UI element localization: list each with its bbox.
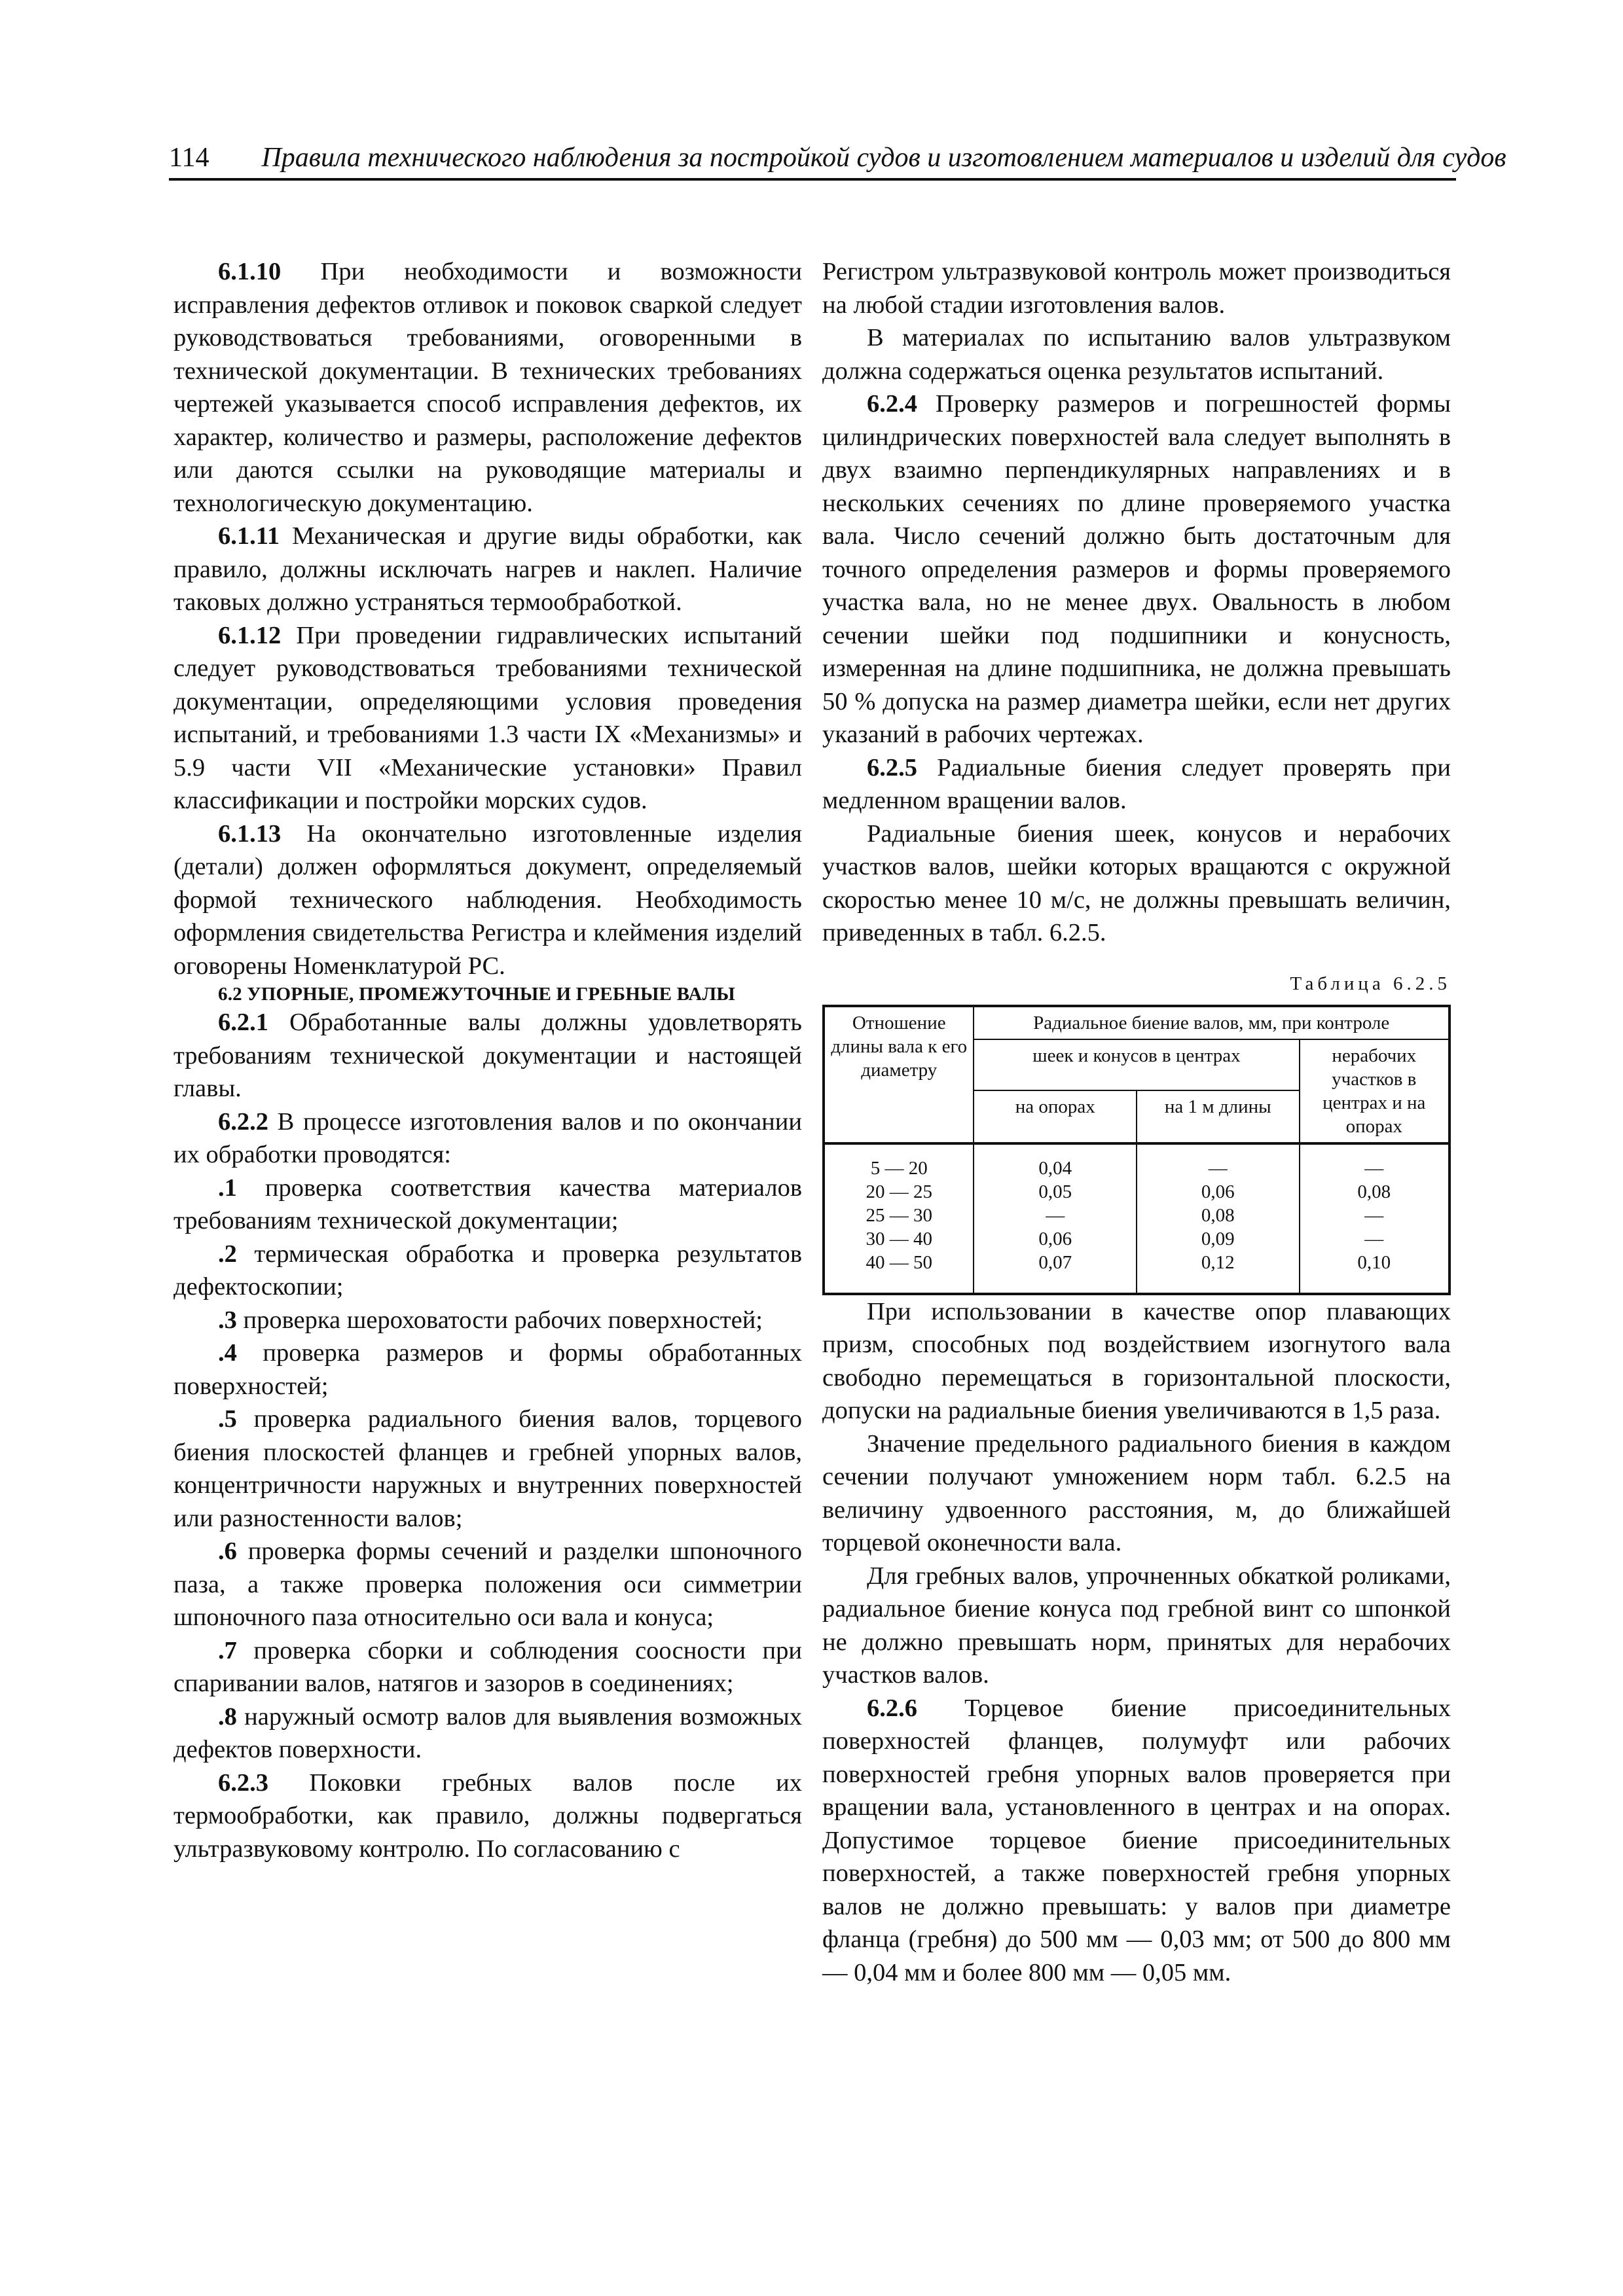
table-cell: 0,04	[974, 1143, 1137, 1180]
table-cell: 40 — 50	[824, 1251, 974, 1294]
item-text: проверка радиального биения валов, торцевого биения плоскостей фланцев и гребней упорных валов, концентричности наружных и внутренних поверхностей или разностенности валов;	[173, 1405, 802, 1532]
clause-number: 6.2.5	[867, 753, 917, 781]
clause-number: 6.1.13	[218, 819, 282, 848]
table-cell: 30 — 40	[824, 1227, 974, 1251]
item-text: термическая обработка и проверка результатов дефектоскопии;	[173, 1240, 802, 1300]
table-cell: 0,08	[1300, 1180, 1450, 1204]
clause-number: 6.2.6	[867, 1694, 917, 1722]
paragraph-text: Поковки гребных валов после их термообработки, как правило, должны подвергаться ультразвуковому контролю. По согласованию с	[173, 1768, 802, 1863]
paragraph-text: Проверку размеров и погрешностей формы цилиндрических поверхностей вала следует выполнять в двух взаимно перпендикулярных направлениях и в нескольких сечениях по длине проверяемого участка вала. Число сечений должно быть достаточным для точного определения размеров и формы проверяемого участка вала, но не менее двух. Овальность в любом сечении шейки под подшипники и конусность, измеренная на длине подшипника, не должна превышать 50 % допуска на размер диаметра шейки, если нет других указаний в рабочих чертежах.	[822, 390, 1451, 748]
header-length-ratio: Отношение длины вала к его диаметру	[824, 1006, 974, 1143]
paragraph-text: При проведении гидравлических испытаний следует руководствоваться требованиями технической документации, определяющими условия проведения испытаний, и требованиями 1.3 части IX «Механизмы» и 5.9 части VII «Механические установки» Правил классификации и постройки морских судов.	[173, 621, 802, 814]
paragraph-6-2-6	[822, 1692, 1451, 1990]
item-text: проверка соответствия качества материалов требованиям технической документации;	[173, 1174, 802, 1234]
item-number: .6	[218, 1537, 237, 1565]
table-row	[824, 1180, 1450, 1204]
header-rule	[169, 178, 1456, 181]
item-number: .4	[218, 1339, 237, 1367]
paragraph-6-1-12	[173, 619, 802, 817]
paragraph-text: На окончательно изготовленные изделия (детали) должен оформляться документ, определяемый формой технического наблюдения. Необходимость оформления свидетельства Регистра и клеймения изделий оговорены Номенклатурой РС.	[173, 819, 802, 980]
paragraph-text: Торцевое биение присоединительных поверхностей фланцев, полумуфт или рабочих поверхностей гребня упорных валов проверяется при вращении вала, установленного в центрах и на опорах. Допустимое торцевое биение присоединительных поверхностей, а также поверхностей гребня упорных валов не должно превышать: у валов при диаметре фланца (гребня) до 500 мм — 0,03 мм; от 500 до 800 мм — 0,04 мм и более 800 мм — 0,05 мм.	[822, 1694, 1451, 1986]
item-number: .7	[218, 1636, 237, 1664]
right-column	[822, 255, 1451, 1989]
table-cell: 5 — 20	[824, 1143, 974, 1180]
header-per-meter: на 1 м длины	[1137, 1090, 1300, 1143]
clause-number: 6.2.2	[218, 1107, 268, 1136]
paragraph-6-2-2	[173, 1105, 802, 1172]
table-cell: —	[1300, 1227, 1450, 1251]
table-cell: 0,08	[1137, 1204, 1300, 1227]
paragraph-runout-limits: Радиальные биения шеек, конусов и нерабочих участков валов, шейки которых вращаются с окружной скоростью менее 10 м/с, не должны превышать величин, приведенных в табл. 6.2.5.	[822, 819, 1451, 946]
list-item-8	[173, 1700, 802, 1767]
paragraph-6-1-11	[173, 520, 802, 619]
paragraph-6-1-13	[173, 817, 802, 983]
table-row	[824, 1204, 1450, 1227]
paragraph-6-2-1	[173, 1006, 802, 1105]
table-cell: 0,05	[974, 1180, 1137, 1204]
list-item-1	[173, 1172, 802, 1238]
table-cell: 20 — 25	[824, 1180, 974, 1204]
table-cell: 0,12	[1137, 1251, 1300, 1294]
list-item-2	[173, 1238, 802, 1304]
page-header	[169, 143, 1506, 173]
list-item-6	[173, 1535, 802, 1634]
paragraph-continuation: Регистром ультразвуковой контроль может производиться на любой стадии изготовления валов.	[822, 258, 1451, 319]
clause-number: 6.2.3	[218, 1768, 268, 1797]
paragraph-propeller-shafts: Для гребных валов, упрочненных обкаткой роликами, радиальное биение конуса под гребной винт со шпонкой не должно превышать норм, принятых для нерабочих участков валов.	[822, 1562, 1451, 1689]
left-column	[173, 255, 802, 1865]
section-title: 6.2 УПОРНЫЕ, ПРОМЕЖУТОЧНЫЕ И ГРЕБНЫЕ ВАЛЫ	[218, 984, 735, 1005]
item-text: проверка сборки и соблюдения соосности при спаривании валов, натягов и зазоров в соединениях;	[173, 1636, 802, 1697]
table-cell: 25 — 30	[824, 1204, 974, 1227]
table-cell: —	[1300, 1204, 1450, 1227]
list-item-7	[173, 1634, 802, 1700]
item-text: проверка размеров и формы обработанных поверхностей;	[173, 1339, 802, 1400]
clause-number: 6.2.4	[867, 390, 917, 418]
paragraph-6-2-3	[173, 1767, 802, 1866]
item-number: .3	[218, 1306, 237, 1334]
header-journals-cones: шеек и конусов в центрах	[974, 1039, 1299, 1091]
table-cell: 0,10	[1300, 1251, 1450, 1294]
paragraph-floating-prisms: При использовании в качестве опор плавающих призм, способных под воздействием изогнутого вала свободно перемещаться в горизонтальной плоскости, допуски на радиальные биения увеличиваются в 1,5 раза.	[822, 1297, 1451, 1424]
table-cell: 0,06	[974, 1227, 1137, 1251]
paragraph-text: Механическая и другие виды обработки, как правило, должны исключать нагрев и наклеп. Наличие таковых должно устраняться термообработкой.	[173, 522, 802, 616]
table-row	[824, 1227, 1450, 1251]
table-row	[824, 1143, 1450, 1180]
paragraph-text: Радиальные биения следует проверять при медленном вращении валов.	[822, 753, 1451, 814]
table-cell: 0,06	[1137, 1180, 1300, 1204]
item-number: .2	[218, 1240, 237, 1268]
item-number: .1	[218, 1174, 237, 1202]
table-caption: Таблица 6.2.5	[1290, 973, 1451, 994]
paragraph-6-1-10	[173, 255, 802, 520]
header-on-supports: на опорах	[974, 1090, 1137, 1143]
table-cell: —	[974, 1204, 1137, 1227]
paragraph-limit-runout: Значение предельного радиального биения в каждом сечении получают умножением норм табл. 6.2.5 на величину удвоенного расстояния, м, до ближайшей торцевой оконечности вала.	[822, 1429, 1451, 1556]
item-text: проверка шероховатости рабочих поверхностей;	[236, 1306, 763, 1334]
list-item-5	[173, 1403, 802, 1535]
paragraph-6-2-5	[822, 751, 1451, 817]
list-item-4	[173, 1336, 802, 1403]
runout-table	[822, 1005, 1451, 1295]
paragraph-text: В процессе изготовления валов и по окончании их обработки проводятся:	[173, 1107, 802, 1168]
item-number: .8	[218, 1702, 237, 1731]
table-cell: 0,07	[974, 1251, 1137, 1294]
clause-number: 6.1.12	[218, 621, 282, 649]
paragraph-ultrasound-results: В материалах по испытанию валов ультразвуком должна содержаться оценка результатов испытаний.	[822, 324, 1451, 385]
clause-number: 6.1.10	[218, 258, 282, 285]
paragraph-text: При необходимости и возможности исправления дефектов отливок и поковок сваркой следует руководствоваться требованиями, оговоренными в технической документации. В технических требованиях чертежей указывается способ исправления дефектов, их характер, количество и размеры, расположение дефектов или даются ссылки на руководящие материалы и технологическую документацию.	[173, 258, 802, 517]
table-cell: —	[1137, 1143, 1300, 1180]
table-row	[824, 1251, 1450, 1294]
item-number: .5	[218, 1405, 237, 1433]
clause-number: 6.1.11	[218, 522, 280, 550]
list-item-3	[173, 1304, 802, 1337]
page-number: 114	[169, 143, 210, 173]
header-nonworking-sections: нерабочих участков в центрах и на опорах	[1300, 1039, 1450, 1143]
paragraph-text: Обработанные валы должны удовлетворять требованиям технической документации и настоящей главы.	[173, 1009, 802, 1102]
item-text: наружный осмотр валов для выявления возможных дефектов поверхности.	[173, 1702, 802, 1763]
running-title: Правила технического наблюдения за постройкой судов и изготовлением материалов и изделий для судов	[261, 143, 1506, 173]
table-cell: 0,09	[1137, 1227, 1300, 1251]
paragraph-6-2-4	[822, 387, 1451, 751]
item-text: проверка формы сечений и разделки шпоночного паза, а также проверка положения оси симметрии шпоночного паза относительно оси вала и конуса;	[173, 1537, 802, 1631]
header-radial-runout: Радиальное биение валов, мм, при контроле	[974, 1006, 1450, 1039]
table-cell: —	[1300, 1143, 1450, 1180]
clause-number: 6.2.1	[218, 1009, 268, 1036]
